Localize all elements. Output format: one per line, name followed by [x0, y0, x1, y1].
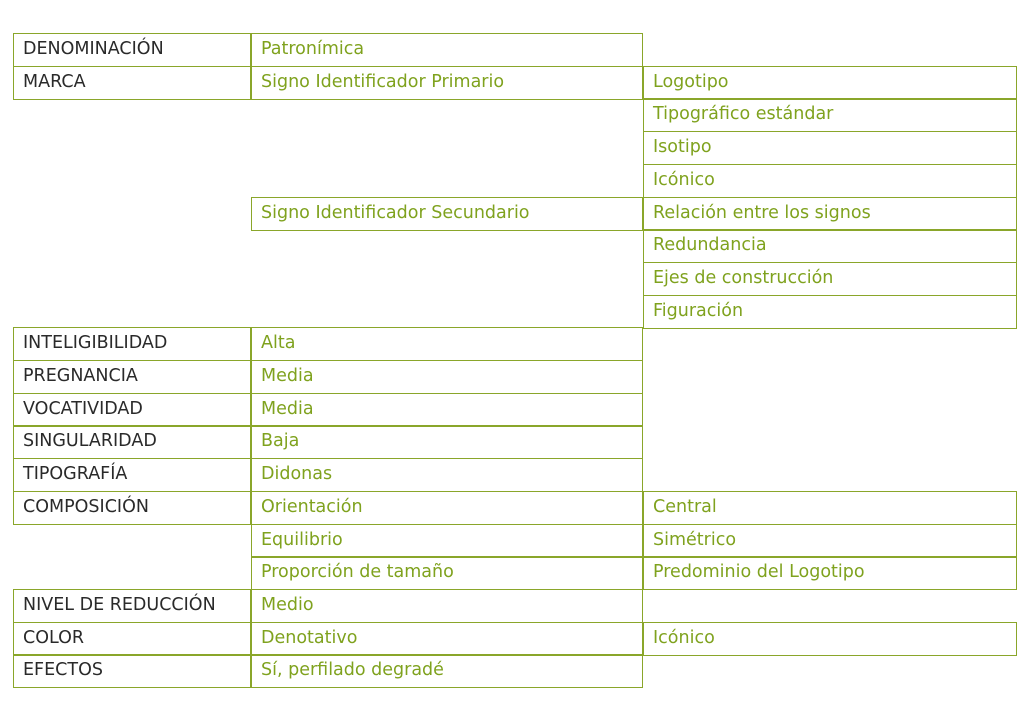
row-label-cell: EFECTOS: [13, 654, 251, 688]
row-value-cell: Sí, perfilado degradé: [251, 654, 643, 688]
row-value-cell: Proporción de tamaño: [251, 556, 643, 590]
row-label-cell: INTELIGIBILIDAD: [13, 327, 251, 361]
row-label-cell: NIVEL DE REDUCCIÓN: [13, 589, 251, 623]
row-label-cell: VOCATIVIDAD: [13, 393, 251, 427]
row-value-cell: Media: [251, 393, 643, 427]
row-label-cell: TIPOGRAFÍA: [13, 458, 251, 492]
row-label-cell: COMPOSICIÓN: [13, 491, 251, 525]
row-detail-cell: Simétrico: [643, 524, 1017, 558]
row-value-cell: Alta: [251, 327, 643, 361]
row-value-cell: Patronímica: [251, 33, 643, 67]
row-detail-cell: Ejes de construcción: [643, 262, 1017, 296]
row-label-cell: MARCA: [13, 66, 251, 100]
row-value-cell: Signo Identificador Primario: [251, 66, 643, 100]
row-value-cell: Signo Identificador Secundario: [251, 197, 643, 231]
row-value-cell: Medio: [251, 589, 643, 623]
row-detail-cell: Relación entre los signos: [643, 197, 1017, 231]
row-detail-cell: Logotipo: [643, 66, 1017, 100]
row-value-cell: Didonas: [251, 458, 643, 492]
row-detail-cell: Redundancia: [643, 229, 1017, 263]
row-value-cell: Media: [251, 360, 643, 394]
row-value-cell: Denotativo: [251, 622, 643, 656]
row-label-cell: SINGULARIDAD: [13, 425, 251, 459]
row-label-cell: DENOMINACIÓN: [13, 33, 251, 67]
row-detail-cell: Icónico: [643, 164, 1017, 198]
row-value-cell: Equilibrio: [251, 524, 643, 558]
row-value-cell: Baja: [251, 425, 643, 459]
row-detail-cell: Tipográfico estándar: [643, 98, 1017, 132]
row-label-cell: COLOR: [13, 622, 251, 656]
row-detail-cell: Figuración: [643, 295, 1017, 329]
row-detail-cell: Predominio del Logotipo: [643, 556, 1017, 590]
row-value-cell: Orientación: [251, 491, 643, 525]
row-detail-cell: Icónico: [643, 622, 1017, 656]
row-label-cell: PREGNANCIA: [13, 360, 251, 394]
row-detail-cell: Isotipo: [643, 131, 1017, 165]
row-detail-cell: Central: [643, 491, 1017, 525]
